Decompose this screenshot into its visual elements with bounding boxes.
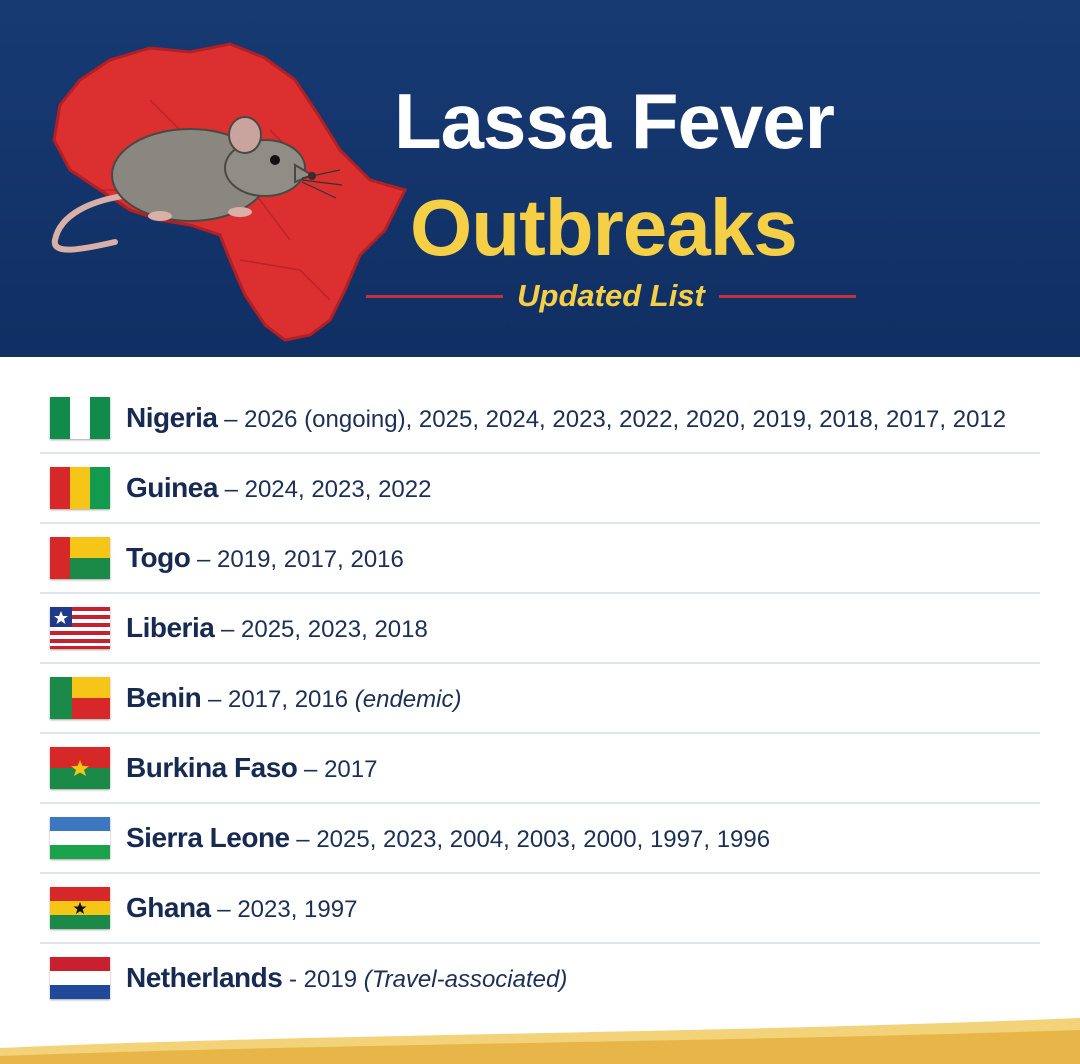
- subtitle-rule-right: [719, 295, 856, 298]
- title-line-2: Outbreaks: [410, 183, 797, 272]
- country-name: Burkina Faso: [126, 752, 298, 783]
- togo-flag-icon: [50, 537, 110, 579]
- list-item-text: [126, 472, 431, 504]
- list-item-text: [126, 892, 357, 924]
- separator: –: [214, 616, 241, 643]
- benin-flag-icon: [50, 677, 110, 719]
- separator: -: [282, 966, 304, 993]
- outbreak-years: 2026 (ongoing), 2025, 2024, 2023, 2022, 2020, 2019, 2018, 2017, 2012: [244, 406, 1007, 433]
- outbreak-note: (Travel-associated): [363, 966, 568, 993]
- list-item-guinea: [40, 454, 1040, 524]
- country-name: Nigeria: [126, 402, 218, 433]
- list-item-text: [126, 542, 404, 574]
- rat-on-africa-map-icon: [40, 40, 420, 350]
- list-item-togo: [40, 524, 1040, 594]
- header-banner: [0, 0, 1080, 357]
- list-item-liberia: [40, 594, 1040, 664]
- outbreak-years: 2017, 2016: [227, 686, 355, 713]
- list-item-sierra-leone: [40, 804, 1040, 874]
- outbreak-years: 2023, 1997: [237, 896, 358, 923]
- separator: –: [210, 896, 238, 923]
- subtitle-rule-left: [366, 295, 503, 298]
- outbreak-years: 2019, 2017, 2016: [217, 546, 404, 573]
- netherlands-flag-icon: [50, 957, 110, 999]
- country-name: Liberia: [126, 612, 215, 643]
- list-item-text: [126, 962, 567, 994]
- outbreak-years: 2025, 2023, 2004, 2003, 2000, 1997, 1996: [316, 826, 771, 853]
- country-name: Ghana: [126, 892, 211, 923]
- list-item-text: [126, 402, 1006, 434]
- country-name: Guinea: [126, 472, 218, 503]
- outbreak-years: 2017: [324, 756, 378, 783]
- ghana-flag-icon: [50, 887, 110, 929]
- title-line-1: Lassa Fever: [394, 77, 834, 165]
- footer-wave: [0, 1004, 1080, 1064]
- burkina-faso-flag-icon: [50, 747, 110, 789]
- outbreak-years: 2025, 2023, 2018: [241, 616, 428, 643]
- guinea-flag-icon: [50, 467, 110, 509]
- list-item-ghana: [40, 874, 1040, 944]
- separator: –: [217, 406, 245, 433]
- country-name: Benin: [126, 682, 202, 713]
- country-name: Togo: [126, 542, 191, 573]
- subtitle-row: [366, 276, 856, 316]
- list-item-text: [126, 682, 461, 714]
- country-name: Sierra Leone: [126, 822, 290, 853]
- list-item-text: [126, 822, 770, 854]
- list-item-nigeria: [40, 384, 1040, 454]
- separator: –: [217, 476, 245, 503]
- subtitle: Updated List: [517, 278, 705, 313]
- list-item-text: [126, 612, 428, 644]
- separator: –: [297, 756, 325, 783]
- outbreak-note: (endemic): [354, 686, 462, 713]
- separator: –: [201, 686, 228, 713]
- outbreak-years: 2024, 2023, 2022: [244, 476, 432, 503]
- outbreak-list: [40, 384, 1040, 1012]
- liberia-flag-icon: [50, 607, 110, 649]
- separator: –: [289, 826, 317, 853]
- list-item-benin: [40, 664, 1040, 734]
- outbreak-years: 2019: [303, 966, 364, 993]
- list-item-text: [126, 752, 377, 784]
- country-name: Netherlands: [126, 962, 283, 993]
- list-item-burkina-faso: [40, 734, 1040, 804]
- sierra-leone-flag-icon: [50, 817, 110, 859]
- list-item-netherlands: [40, 944, 1040, 1012]
- nigeria-flag-icon: [50, 397, 110, 439]
- separator: –: [190, 546, 218, 573]
